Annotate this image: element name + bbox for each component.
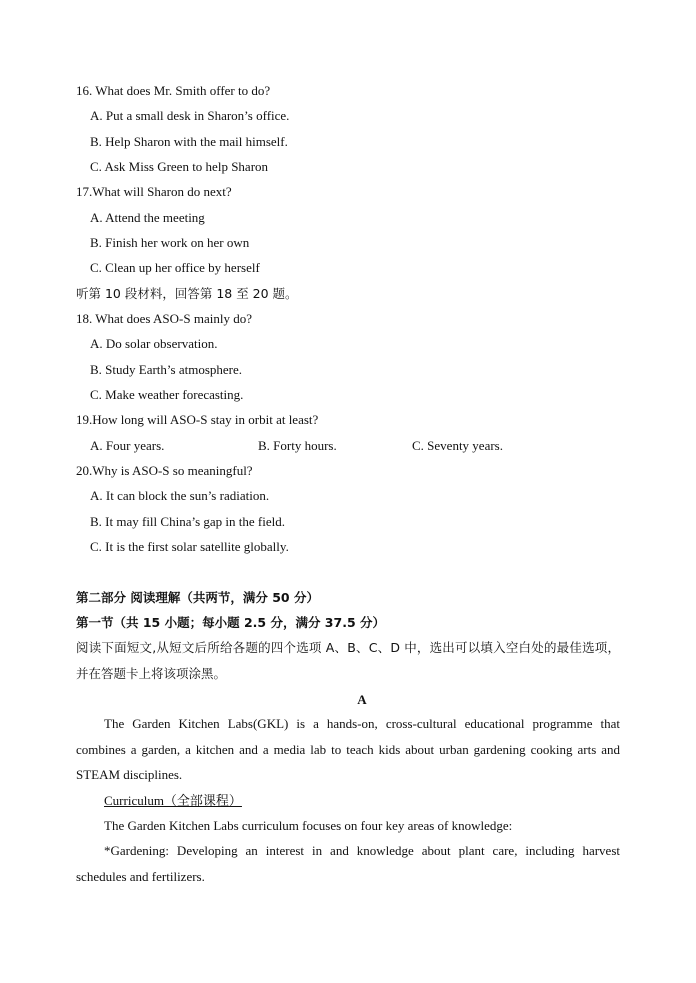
question-20: 20.Why is ASO-S so meaningful? — [76, 463, 253, 478]
reading-part-title: 第二部分 阅读理解（共两节，满分 50 分） — [76, 590, 319, 605]
question-18: 18. What does ASO-S mainly do? — [76, 311, 252, 326]
curriculum-heading — [104, 792, 242, 810]
section-10-instruction: 听第 10 段材料，回答第 18 至 20 题。 — [76, 286, 298, 301]
q20-option-a: A. It can block the sun’s radiation. — [90, 488, 270, 503]
reading-section-title: 第一节（共 15 小题；每小题 2.5 分，满分 37.5 分） — [76, 615, 385, 630]
reading-instruction: 阅读下面短文,从短文后所给各题的四个选项 A、B、C、D 中，选出可以填入空白处的最佳选项，并在答题卡上将该项涂黑。 — [76, 640, 620, 681]
q18-option-c: C. Make weather forecasting. — [90, 387, 244, 402]
q16-option-b: B. Help Sharon with the mail himself. — [90, 134, 288, 149]
q17-option-b: B. Finish her work on her own — [90, 235, 250, 250]
q20-option-c: C. It is the first solar satellite globally. — [90, 539, 289, 554]
q20-option-b: B. It may fill China’s gap in the field. — [90, 514, 285, 529]
q17-option-c: C. Clean up her office by herself — [90, 260, 260, 275]
q17-option-a: A. Attend the meeting — [90, 210, 205, 225]
passage-paragraph-2: The Garden Kitchen Labs curriculum focuses on four key areas of knowledge: — [104, 818, 513, 833]
q16-option-a: A. Put a small desk in Sharon’s office. — [90, 108, 290, 123]
passage-letter: A — [357, 692, 367, 707]
q16-option-c: C. Ask Miss Green to help Sharon — [90, 159, 269, 174]
question-19: 19.How long will ASO-S stay in orbit at least? — [76, 412, 319, 427]
q19-option-b: B. Forty hours. — [258, 438, 337, 453]
q18-option-b: B. Study Earth’s atmosphere. — [90, 362, 243, 377]
question-17: 17.What will Sharon do next? — [76, 184, 232, 199]
q19-option-a: A. Four years. — [90, 438, 165, 453]
curriculum-heading-text: Curriculum（全部课程） — [104, 793, 242, 808]
q19-option-c: C. Seventy years. — [412, 438, 503, 453]
passage-paragraph-1: The Garden Kitchen Labs(GKL) is a hands-on, cross-cultural educational programme that combines a garden, a kitchen and a media lab to teach kids about urban gardening cooking arts and STEAM disciplines. — [76, 716, 620, 782]
question-16: 16. What does Mr. Smith offer to do? — [76, 83, 271, 98]
passage-paragraph-3: *Gardening: Developing an interest in and knowledge about plant care, including harvest schedules and fertilizers. — [76, 843, 620, 884]
q18-option-a: A. Do solar observation. — [90, 336, 218, 351]
